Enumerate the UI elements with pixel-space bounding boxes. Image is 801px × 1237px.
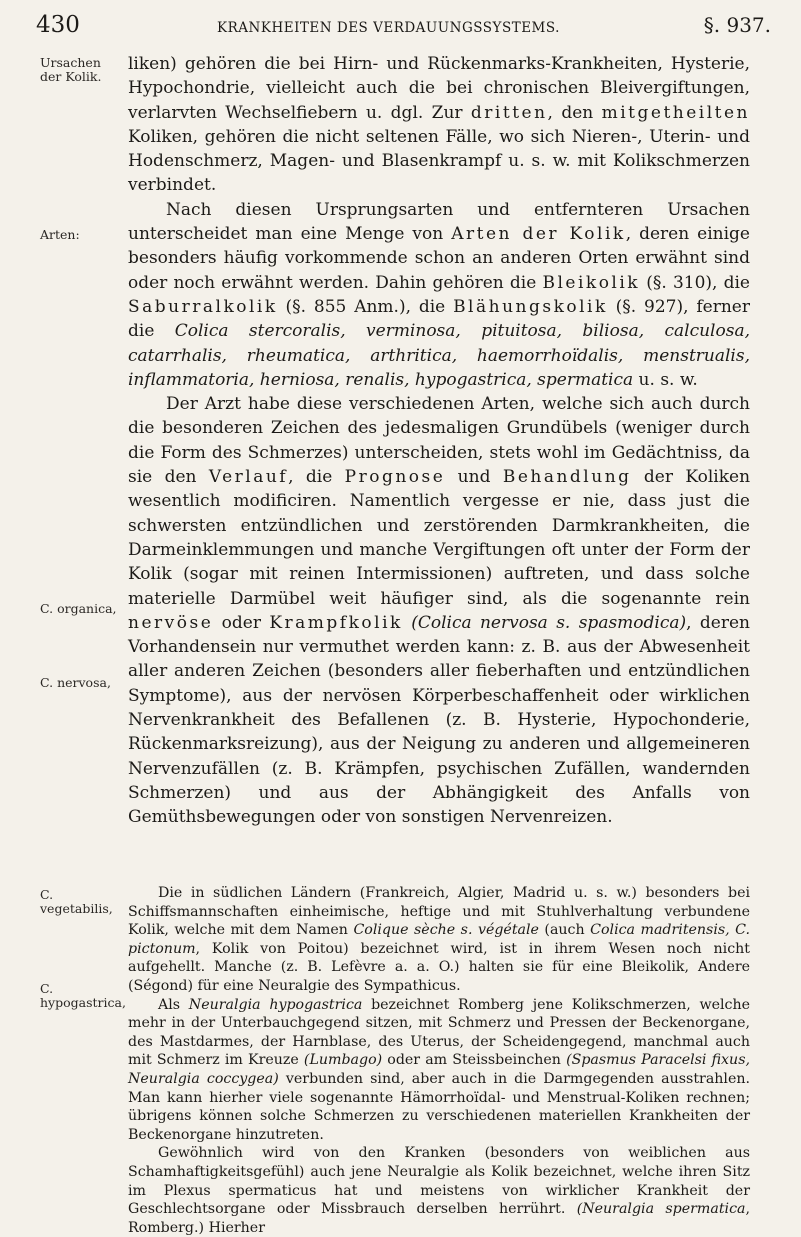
section-number: §. 937.	[703, 13, 771, 37]
paragraph-types: Nach diesen Ursprungsarten und entfernteren Ursachen unterscheidet man eine Menge von Arten der Kolik, deren einige besonders häufig vorkommende schon an anderen Orten erwähnt sind oder noch erwähnt werden. Dahin gehören die Bleikolik (§. 310), die Saburralkolik (§. 855 Anm.), die Blähungskolik (§. 927), ferner die Colica stercoralis, verminosa, pituitosa, biliosa, calculosa, catarrhalis, rheumatica, arthritica, haemorrhoïdalis, menstrualis, inflammatoria, herniosa, renalis, hypogastrica, spermatica u. s. w.	[128, 199, 750, 390]
margin-note-hypogastrica: C. hypogastrica,	[40, 981, 126, 1010]
margin-note-organica: C. organica,	[40, 601, 117, 616]
page-number: 430	[36, 12, 80, 38]
note-vegetabilis: Die in südlichen Ländern (Frankreich, Algier, Madrid u. s. w.) besonders bei Schiffsmannschaften einheimische, heftige und mit Stuhlverhaltung verbundene Kolik, welche mit dem Namen Colique sèche s. végétale (auch Colica madritensis, C. pictonum, Kolik von Poitou) bezeichnet wird, ist in ihrem Wesen noch nicht aufgehellt. Manche (z. B. Lefèvre a. a. O.) halten sie für eine Bleikolik, Andere (Ségond) für eine Neuralgie des Sympathicus.	[128, 885, 751, 994]
main-text	[128, 52, 750, 830]
running-title: KRANKHEITEN DES VERDAUUNGSSYSTEMS.	[217, 20, 560, 36]
footnotes	[128, 884, 750, 1237]
paragraph-diagnosis: Der Arzt habe diese verschiedenen Arten, welche sich auch durch die besonderen Zeichen des jedesmaligen Grundübels (weniger durch die Form des Schmerzes) unterscheiden, stets wohl im Gedächtniss, da sie den Verlauf, die Prognose und Behandlung der Koliken wesentlich modificiren. Namentlich vergesse er nie, dass just die schwersten entzündlichen und zerstörenden Darmkrankheiten, die Darmeinklemmungen und manche Vergiftungen oft unter der Form der Kolik (sogar mit reinen Intermissionen) auftreten, und dass solche materielle Darmübel weit häufiger sind, als die sogenannte rein nervöse oder Krampfkolik (Colica nervosa s. spasmodica), deren Vorhandensein nur vermuthet werden kann: z. B. aus der Abwesenheit aller anderen Zeichen (besonders aller fieberhaften und entzündlichen Symptome), aus der nervösen Körperbeschaffenheit oder wirklichen Nervenkrankheit des Befallenen (z. B. Hysterie, Hypochonderie, Rückenmarksreizung), aus der Neigung zu anderen und allgemeineren Nervenzufällen (z. B. Krämpfen, psychischen Zufällen, wandernden Schmerzen) und aus der Abhängigkeit des Anfalls von Gemüthsbewegungen oder von sonstigen Nervenreizen.	[128, 394, 751, 828]
paragraph-causes: liken) gehören die bei Hirn- und Rückenmarks-Krankheiten, Hysterie, Hypochondrie, vielleicht auch die bei chronischen Bleivergiftungen, verlarvten Wechselfiebern u. dgl. Zur dritten, den mitgetheilten Koliken, gehören die nicht seltenen Fälle, wo sich Nieren-, Uterin- und Hodenschmerz, Magen- und Blasenkrampf u. s. w. mit Kolikschmerzen verbindet.	[128, 54, 750, 196]
note-hypogastrica: Als Neuralgia hypogastrica bezeichnet Romberg jene Kolikschmerzen, welche mehr in der Unterbauchgegend sitzen, mit Schmerz und Pressen der Beckenorgane, des Mastdarmes, der Harnblase, des Uterus, der Scheidengegend, manchmal auch mit Schmerz im Kreuze (Lumbago) oder am Steissbeinchen (Spasmus Paracelsi fixus, Neuralgia coccygea) verbunden sind, aber auch in die Darmgegenden ausstrahlen. Man kann hierher viele sogenannte Hämorrhoïdal- und Menstrual-Koliken rechnen; übrigens können solche Schmerzen zu verschiedenen materiellen Krankheiten der Beckenorgane hinzutreten.	[128, 996, 750, 1143]
margin-note-ursachen: Ursachen der Kolik.	[40, 55, 102, 84]
margin-note-vegetabilis: C. vegetabilis,	[40, 887, 113, 916]
margin-note-nervosa: C. nervosa,	[40, 675, 111, 690]
page-header	[36, 12, 771, 46]
note-spermatica: Gewöhnlich wird von den Kranken (besonders von weiblichen aus Schamhaftigkeitsgefühl) auch jene Neuralgie als Kolik bezeichnet, welche ihren Sitz im Plexus spermaticus hat und meistens von wirklicher Krankheit der Geschlechtsorgane oder Missbrauch derselben herrührt. (Neuralgia spermatica, Romberg.) Hierher	[128, 1145, 750, 1236]
margin-note-arten: Arten:	[40, 227, 80, 242]
